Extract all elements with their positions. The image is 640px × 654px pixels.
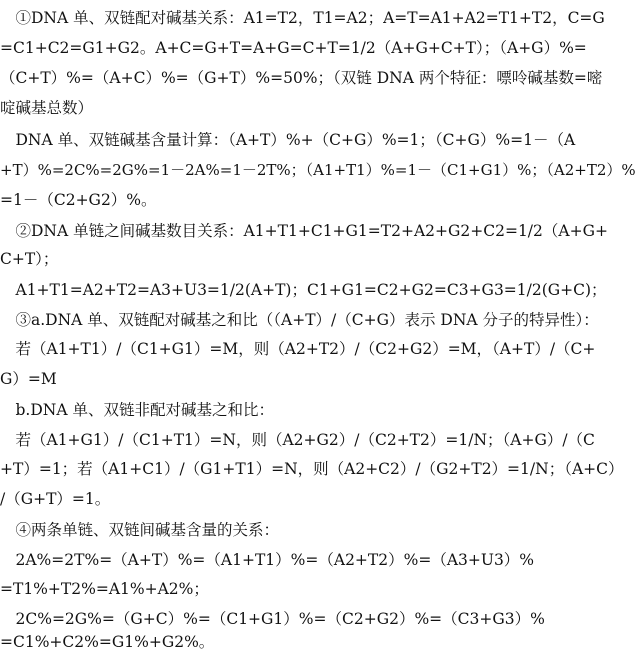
text-line: b.DNA 单、双链非配对碱基之和比：	[0, 401, 274, 419]
text-line: A1+T1=A2+T2=A3+U3=1/2(A+T)；C1+G1=C2+G2=C3+G3=1/2(G+C)；	[0, 281, 607, 299]
text-line: =C1+C2=G1+G2。A+C=G+T=A+G=C+T=1/2（A+G+C+T）；（A+G）%=	[0, 39, 587, 57]
text-line: ①DNA 单、双链配对碱基关系：A1=T2，T1=A2；A=T=A1+A2=T1+T2，C=G	[0, 9, 605, 27]
text-line: ②DNA 单链之间碱基数目关系：A1+T1+C1+G1=T2+A2+G2+C2=1/2（A+G+	[0, 222, 608, 240]
text-line: =1－（C2+G2）%。	[0, 191, 157, 209]
text-line: +T）=1；若（A1+C1）/（G1+T1）=N，则（A2+C2）/（G2+T2）=1/N；（A+C）	[0, 460, 624, 478]
text-line: C+T）；	[0, 250, 59, 268]
text-line: +T）%=2C%=2G%=1－2A%=1－2T%；（A1+T1）%=1－（C1+G1）%；（A2+T2）%	[0, 161, 636, 179]
text-line: 若（A1+G1）/（C1+T1）=N，则（A2+G2）/（C2+T2）=1/N；（A+G）/（C	[0, 431, 595, 449]
text-line: DNA 单、双链碱基含量计算：（A+T）%+（C+G）%=1；（C+G）%=1－（A	[0, 131, 576, 149]
text-line: G）=M	[0, 370, 57, 388]
text-line: ④两条单链、双链间碱基含量的关系：	[0, 521, 280, 539]
text-line: 啶碱基总数）	[0, 99, 94, 117]
text-line: ③a.DNA 单、双链配对碱基之和比（（A+T）/（C+G）表示 DNA 分子的特异性）：	[0, 311, 599, 329]
text-line: /（G+T）=1。	[0, 490, 111, 508]
text-line: 若（A1+T1）/（C1+G1）=M，则（A2+T2）/（C2+G2）=M，（A+T）/（C+	[0, 340, 596, 358]
text-line: 2A%=2T%=（A+T）%=（A1+T1）%=（A2+T2）%=（A3+U3）%	[0, 551, 535, 569]
text-line: （C+T）%=（A+C）%=（G+T）%=50%；（双链 DNA 两个特征：嘌呤碱基数=嘧	[0, 69, 603, 87]
text-line: 2C%=2G%=（G+C）%=（C1+G1）%=（C2+G2）%=（C3+G3）%	[0, 610, 545, 628]
text-line: =C1%+C2%=G1%+G2%。	[0, 633, 215, 651]
text-line: =T1%+T2%=A1%+A2%；	[0, 580, 209, 598]
